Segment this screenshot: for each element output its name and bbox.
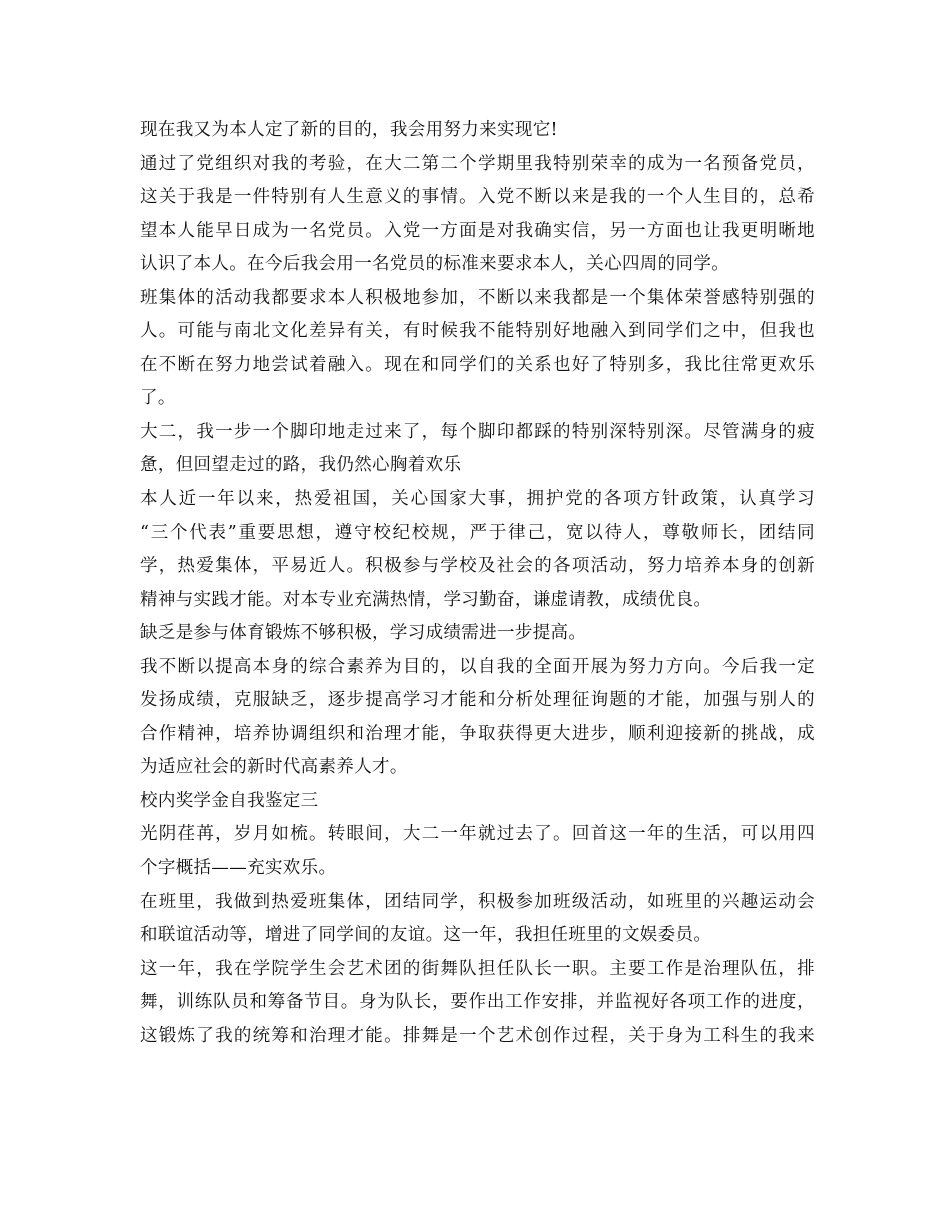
text-line: 通过了党组织对我的考验，在大二第二个学期里我特别荣幸的成为一名预备党员， [140, 153, 815, 174]
text-line: 班集体的活动我都要求本人积极地参加，不断以来我都是一个集体荣誉感特别强的 [140, 287, 815, 308]
text-line: 这锻炼了我的统筹和治理才能。排舞是一个艺术创作过程，关于身为工科生的我来 [140, 1025, 815, 1046]
text-line: 合作精神，培养协调组织和治理才能，争取获得更大进步，顺利迎接新的挑战，成 [140, 723, 815, 744]
text-line: 精神与实践才能。对本专业充满热情，学习勤奋，谦虚请教，成绩优良。 [140, 589, 712, 610]
text-line: 个字概括——充实欢乐。 [140, 858, 337, 879]
text-line: 在不断在努力地尝试着融入。现在和同学们的关系也好了特别多，我比往常更欢乐 [140, 354, 815, 375]
text-line: 本人近一年以来，热爱祖国，关心国家大事，拥护党的各项方针政策，认真学习 [140, 489, 815, 510]
text-line: 发扬成绩，克服缺乏，逐步提高学习才能和分析处理征询题的才能，加强与别人的 [140, 690, 815, 711]
text-line: 在班里，我做到热爱班集体，团结同学，积极参加班级活动，如班里的兴趣运动会 [140, 891, 815, 912]
text-line: 学，热爱集体，平易近人。积极参与学校及社会的各项活动，努力培养本身的创新 [140, 556, 815, 577]
text-line: 和联谊活动等，增进了同学间的友谊。这一年，我担任班里的文娱委员。 [140, 925, 712, 946]
text-line: 我不断以提高本身的综合素养为目的，以自我的全面开展为努力方向。今后我一定 [140, 656, 815, 677]
text-line: 为适应社会的新时代高素养人才。 [140, 757, 408, 778]
text-line: 缺乏是参与体育锻炼不够积极，学习成绩需进一步提高。 [140, 623, 587, 644]
text-line: 这一年，我在学院学生会艺术团的街舞队担任队长一职。主要工作是治理队伍，排 [140, 958, 815, 979]
text-line: 了。 [140, 388, 176, 409]
text-line: 望本人能早日成为一名党员。入党一方面是对我确实信，另一方面也让我更明晰地 [140, 220, 815, 241]
text-line: 人。可能与南北文化差异有关，有时候我不能特别好地融入到同学们之中，但我也 [140, 321, 815, 342]
text-line: 大二，我一步一个脚印地走过来了，每个脚印都踩的特别深特别深。尽管满身的疲 [140, 421, 815, 442]
document-body [140, 114, 815, 1053]
text-line: 现在我又为本人定了新的目的，我会用努力来实现它! [140, 120, 558, 140]
text-line: 认识了本人。在今后我会用一名党员的标准来要求本人，关心四周的同学。 [140, 254, 730, 275]
text-line: 舞，训练队员和筹备节目。身为队长，要作出工作安排，并监视好各项工作的进度， [140, 992, 815, 1013]
text-line: “三个代表”重要思想，遵守校纪校规，严于律己，宽以待人，尊敬师长，团结同 [140, 522, 815, 543]
text-line: 校内奖学金自我鉴定三 [140, 790, 319, 811]
text-line: 光阴荏苒，岁月如梳。转眼间，大二一年就过去了。回首这一年的生活，可以用四 [140, 824, 815, 845]
text-line: 惫，但回望走过的路，我仍然心胸着欢乐 [140, 455, 462, 476]
text-line: 这关于我是一件特别有人生意义的事情。入党不断以来是我的一个人生目的，总希 [140, 187, 815, 208]
